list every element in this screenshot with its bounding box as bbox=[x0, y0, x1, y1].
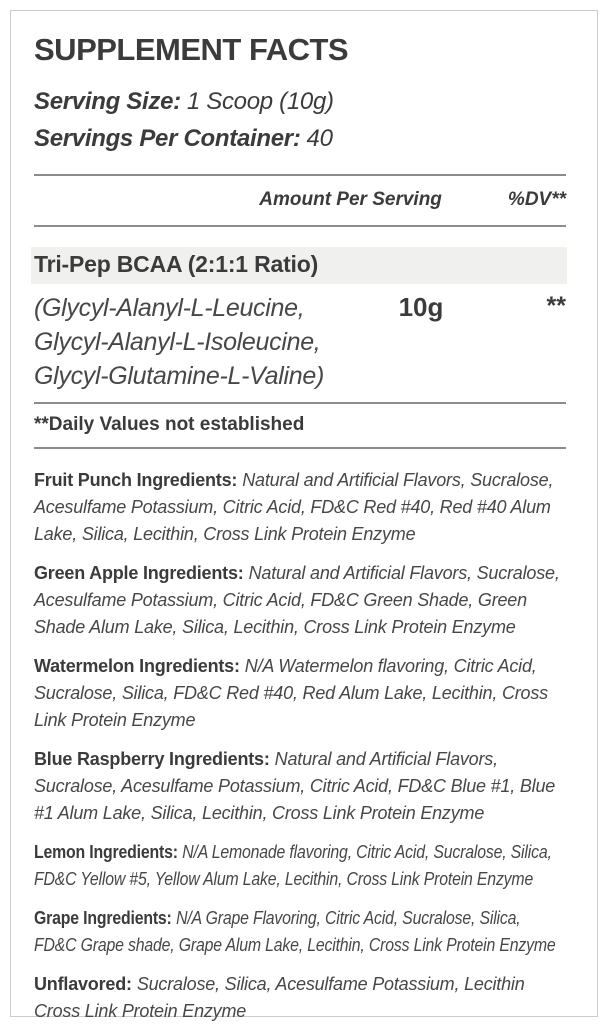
blue-raspberry-ingredients-text: Natural and Artificial Flavors, Sucralose, Acesulfame Potassium, Citric Acid, FD&C Blue #1, Blue #1 Alum Lake, Silica, Lecithin, Cross Link Protein Enzyme bbox=[34, 749, 556, 823]
lemon-ingredients-section bbox=[34, 839, 566, 893]
ingredient-name-row: Tri-Pep BCAA (2:1:1 Ratio) bbox=[31, 247, 567, 284]
divider-header bbox=[34, 225, 566, 227]
grape-ingredients-label: Grape Ingredients: bbox=[34, 908, 172, 928]
column-headers bbox=[34, 176, 566, 225]
panel-title: SUPPLEMENT FACTS bbox=[34, 32, 349, 67]
grape-ingredients-section bbox=[34, 905, 566, 959]
ingredient-description-line-1: (Glycyl-Alanyl-L-Leucine, bbox=[34, 294, 305, 322]
serving-info bbox=[34, 83, 566, 157]
fruit-punch-ingredients-section bbox=[34, 467, 566, 548]
green-apple-ingredients-section bbox=[34, 560, 566, 641]
green-apple-ingredients-label: Green Apple Ingredients: bbox=[34, 563, 244, 583]
grape-ingredients-text: N/A Grape Flavoring, Citric Acid, Sucralose, Silica, FD&C Grape shade, Grape Alum Lake, Lecithin, Cross Link Protein Enzyme bbox=[34, 908, 556, 955]
lemon-ingredients-text: N/A Lemonade flavoring, Citric Acid, Sucralose, Silica, FD&C Yellow #5, Yellow Alum Lake, Lecithin, Cross Link Protein Enzyme bbox=[34, 842, 552, 889]
unflavored-ingredients-text: Sucralose, Silica, Acesulfame Potassium, Lecithin Cross Link Protein Enzyme bbox=[34, 974, 525, 1021]
amount-per-serving-header: Amount Per Serving bbox=[259, 189, 442, 210]
ingredient-description-line-3: Glycyl-Glutamine-L-Valine) bbox=[34, 362, 324, 390]
fruit-punch-ingredients-label: Fruit Punch Ingredients: bbox=[34, 470, 238, 490]
serving-size-line bbox=[34, 83, 566, 120]
supplement-facts-panel bbox=[10, 10, 598, 1021]
flavor-ingredient-sections bbox=[34, 467, 566, 1025]
serving-size-value: 1 Scoop (10g) bbox=[186, 88, 334, 115]
daily-value-footnote: **Daily Values not established bbox=[34, 414, 305, 435]
servings-per-container-value: 40 bbox=[306, 125, 333, 152]
unflavored-ingredients-label: Unflavored: bbox=[34, 974, 132, 994]
daily-value-header: %DV** bbox=[507, 189, 566, 210]
lemon-ingredients-label: Lemon Ingredients: bbox=[34, 842, 178, 862]
fruit-punch-ingredients-text: Natural and Artificial Flavors, Sucralose, Acesulfame Potassium, Citric Acid, FD&C Red #40, Red #40 Alum Lake, Silica, Lecithin, Cross Link Protein Enzyme bbox=[34, 470, 554, 544]
ingredient-description bbox=[34, 291, 366, 393]
blue-raspberry-ingredients-label: Blue Raspberry Ingredients: bbox=[34, 749, 270, 769]
watermelon-ingredients-text: N/A Watermelon flavoring, Citric Acid, Sucralose, Silica, FD&C Red #40, Red Alum Lake, Lecithin, Cross Link Protein Enzyme bbox=[34, 656, 548, 730]
blue-raspberry-ingredients-section bbox=[34, 746, 566, 827]
servings-per-container-label: Servings Per Container: bbox=[34, 125, 301, 152]
serving-size-label: Serving Size: bbox=[34, 88, 181, 115]
ingredient-description-line-2: Glycyl-Alanyl-L-Isoleucine, bbox=[34, 328, 321, 356]
green-apple-ingredients-text: Natural and Artificial Flavors, Sucralose, Acesulfame Potassium, Citric Acid, FD&C Green Shade, Green Shade Alum Lake, Silica, Lecithin, Cross Link Protein Enzyme bbox=[34, 563, 560, 637]
ingredient-amount: 10g bbox=[398, 292, 444, 322]
watermelon-ingredients-label: Watermelon Ingredients: bbox=[34, 656, 240, 676]
divider-footnote-bottom bbox=[34, 447, 566, 449]
watermelon-ingredients-section bbox=[34, 653, 566, 734]
ingredient-dv: ** bbox=[546, 292, 566, 320]
ingredient-detail-row bbox=[34, 291, 566, 393]
servings-per-container-line bbox=[34, 120, 566, 157]
unflavored-ingredients-section bbox=[34, 971, 566, 1025]
